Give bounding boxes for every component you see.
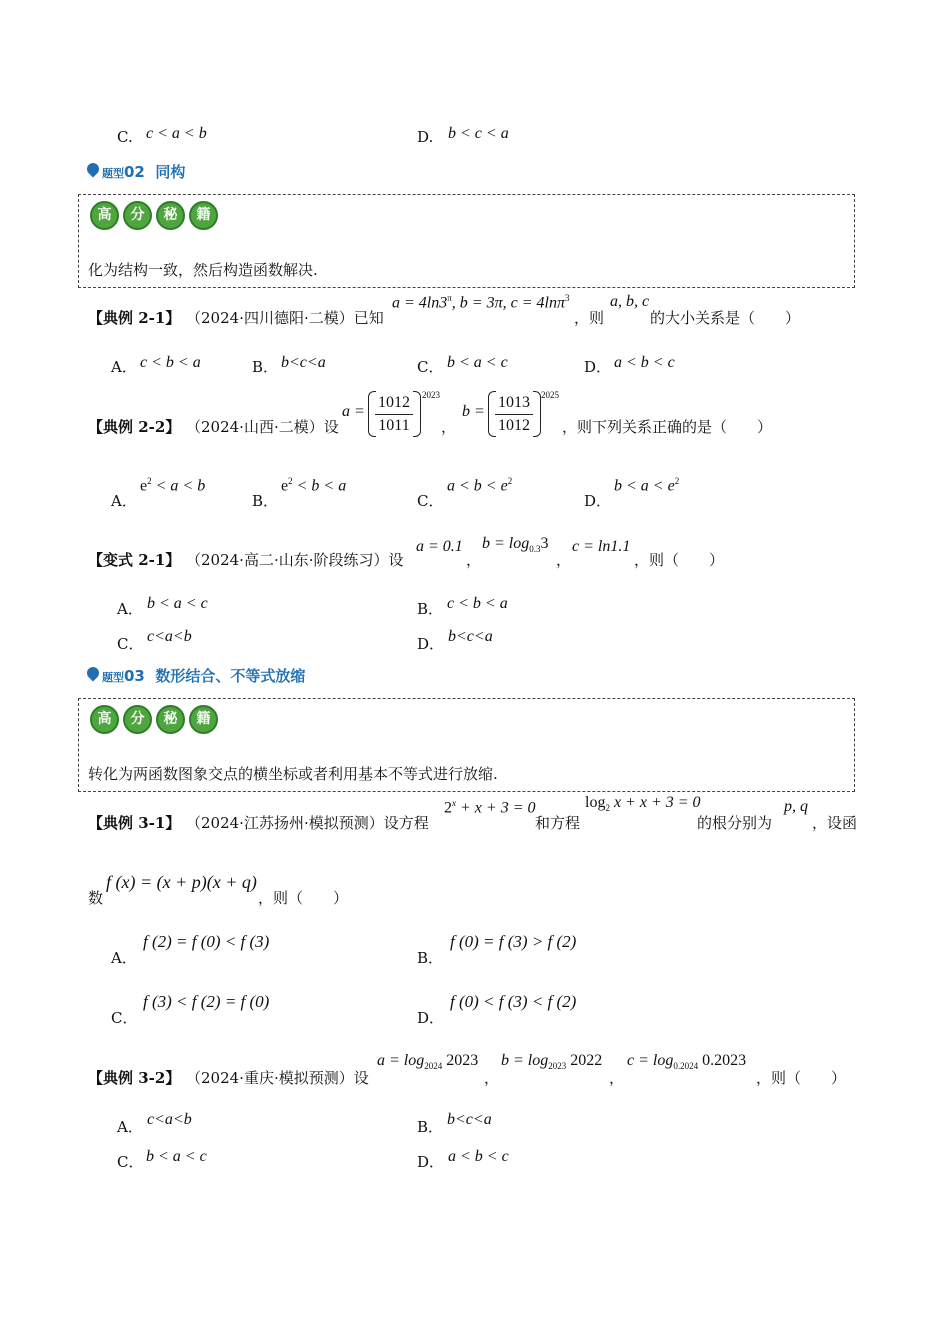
right-paren [533, 391, 541, 437]
option-a-expr: c < b < a [140, 354, 201, 371]
option-d-label: D． [584, 358, 612, 376]
badge-char: 秘 [156, 201, 185, 230]
option-b-label: B． [417, 949, 444, 967]
question-tail: ，设函 [812, 814, 858, 832]
option-b-expr: c < b < a [447, 595, 508, 612]
a-value: a = 0.1 [416, 538, 463, 555]
option-d-label: D. [417, 128, 434, 146]
tip-text-02: 化为结构一致，然后构造函数解决. [88, 261, 318, 279]
option-c-label: C． [111, 1009, 138, 1027]
option-c-expr: b < a < c [447, 354, 508, 371]
tip-text-03: 转化为两函数图象交点的横坐标或者利用基本不等式进行放缩. [88, 765, 498, 783]
option-c-expr: c < a < b [146, 125, 207, 142]
fraction-denominator: 1011 [378, 417, 410, 434]
section-header-02: 题型02 同构 [102, 163, 186, 181]
exponent: 2025 [541, 390, 559, 400]
a-value: $a = \log_{2024} 2023$ [377, 1052, 479, 1072]
connector-text: ，则 [574, 309, 605, 327]
option-d-expr: $b < a < e^2$ [614, 476, 680, 495]
option-d-label: D． [417, 1153, 445, 1171]
option-a-expr: $e^2 < a < b$ [140, 476, 206, 495]
c-value: $c = \log_{0.2024} 0.2023$ [627, 1052, 747, 1072]
equation-2: $\log_2 x + x + 3 = 0$ [585, 794, 701, 814]
question-tail: 的大小关系是（ ） [650, 309, 801, 327]
option-b-expr: $e^2 < b < a$ [281, 476, 347, 495]
badge-char: 分 [123, 201, 152, 230]
option-d-expr: a < b < c [614, 354, 675, 371]
section-pin-icon [85, 665, 102, 682]
b-value: $b = \log_{2023} 2022$ [501, 1052, 603, 1072]
option-d-expr: a < b < c [448, 1148, 509, 1165]
option-a-label: A． [117, 1118, 143, 1136]
option-b-label: B． [252, 492, 279, 510]
fraction-denominator: 1012 [498, 417, 530, 434]
example-source: （2024·重庆·模拟预测）设 [186, 1069, 369, 1087]
example-source: （2024·高二·山东·阶段练习）设 [186, 551, 404, 569]
option-a-label: A． [117, 600, 143, 618]
connector-text: 的根分别为 [697, 814, 773, 832]
example-label: 【典例 2-2】 [88, 418, 181, 436]
badge-char: 高 [90, 201, 119, 230]
option-b-expr: b<c<a [281, 354, 326, 371]
a-equals: a = [342, 403, 365, 420]
option-d-expr: b<c<a [448, 628, 493, 645]
separator: ， [484, 1069, 500, 1087]
option-a-label: A． [111, 358, 137, 376]
option-a-label: A． [111, 949, 137, 967]
option-c-label: C． [417, 358, 444, 376]
equation-1: $2^x + x + 3 = 0$ [444, 798, 536, 817]
option-c-expr: c<a<b [147, 628, 192, 645]
option-c-expr: f (3) < f (2) = f (0) [143, 992, 270, 1011]
option-d-label: D． [417, 635, 445, 653]
option-c-label: C. [117, 128, 133, 146]
option-c-label: C． [417, 492, 444, 510]
example-label: 【变式 2-1】 [88, 551, 181, 569]
badge-char: 秘 [156, 705, 185, 734]
option-c-label: C． [117, 635, 144, 653]
option-b-label: B． [417, 1118, 444, 1136]
option-d-expr: f (0) < f (3) < f (2) [450, 992, 577, 1011]
option-c-expr: $a < b < e^2$ [447, 476, 513, 495]
variable-list: a, b, c [610, 293, 650, 310]
option-a-expr: c<a<b [147, 1111, 192, 1128]
connector-text: 和方程 [535, 814, 581, 832]
continuation-text: 数 [88, 889, 104, 907]
example-label: 【典例 3-1】 [88, 814, 181, 832]
option-a-expr: b < a < c [147, 595, 208, 612]
example-label: 【典例 2-1】 [88, 309, 181, 327]
separator: ， [609, 1069, 625, 1087]
fraction-numerator: 1013 [498, 394, 530, 411]
given-expression: $a = 4\ln 3^\pi$, b = 3π, c = 4lnπ$^3$ [392, 293, 570, 312]
example-source: （2024·四川德阳·二模）已知 [186, 309, 384, 327]
option-b-label: B． [417, 600, 444, 618]
badge-char: 籍 [189, 705, 218, 734]
option-a-label: A． [111, 492, 137, 510]
question-tail: ，则（ ） [258, 889, 349, 907]
fraction-numerator: 1012 [378, 394, 410, 411]
option-b-expr: b<c<a [447, 1111, 492, 1128]
option-b-label: B． [252, 358, 279, 376]
fraction-line [375, 414, 413, 415]
exponent: 2023 [422, 390, 440, 400]
option-d-label: D． [417, 1009, 445, 1027]
section-header-03: 题型03 数形结合、不等式放缩 [102, 667, 306, 685]
separator: ， [441, 418, 457, 436]
example-source: （2024·山西·二模）设 [186, 418, 339, 436]
section-pin-icon [85, 161, 102, 178]
fraction-line [495, 414, 533, 415]
question-tail: ，则（ ） [756, 1069, 847, 1087]
example-label: 【典例 3-2】 [88, 1069, 181, 1087]
badge-char: 高 [90, 705, 119, 734]
badge-char: 籍 [189, 201, 218, 230]
b-equals: b = [462, 403, 485, 420]
option-d-expr: b < c < a [448, 125, 509, 142]
question-tail: ，则（ ） [634, 551, 725, 569]
option-a-expr: f (2) = f (0) < f (3) [143, 932, 270, 951]
separator: ， [556, 551, 572, 569]
separator: ， [466, 551, 482, 569]
option-c-expr: b < a < c [146, 1148, 207, 1165]
right-paren [413, 391, 421, 437]
example-source: （2024·江苏扬州·模拟预测）设方程 [186, 814, 429, 832]
b-value: $b = \log_{0.3}3$ [482, 535, 549, 555]
question-tail: ，则下列关系正确的是（ ） [562, 418, 773, 436]
badge-char: 分 [123, 705, 152, 734]
option-b-expr: f (0) = f (3) > f (2) [450, 932, 577, 951]
option-c-label: C． [117, 1153, 144, 1171]
roots-pq: p, q [784, 798, 808, 815]
option-d-label: D． [584, 492, 612, 510]
function-def: f (x) = (x + p)(x + q) [106, 872, 257, 892]
c-value: c = ln1.1 [572, 538, 631, 555]
